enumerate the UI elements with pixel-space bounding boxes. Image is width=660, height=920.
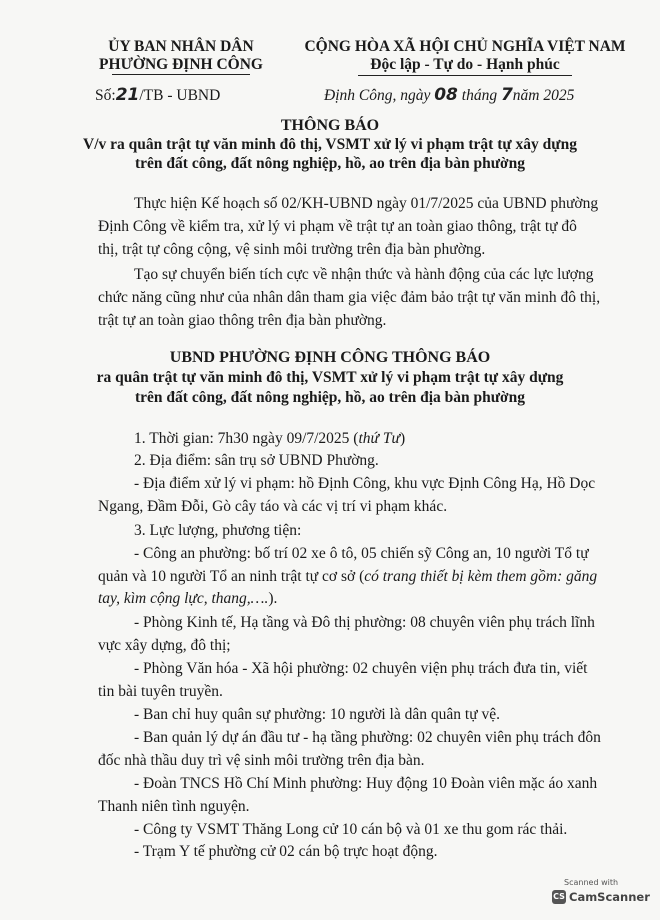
force-item-pmb: - Ban quản lý dự án đầu tư - hạ tầng phường: 02 chuyên viên phụ trách đôn [134,729,601,746]
force-item-military: - Ban chỉ huy quân sự phường: 10 người là dân quân tự vệ. [134,706,500,723]
intro-line: Tạo sự chuyển biến tích cực về nhận thức và hành động của các lực lượng [134,266,594,283]
date-month-handwritten: 7 [500,85,513,105]
motto-underline [358,75,572,76]
place-item: 2. Địa điểm: sân trụ sở UBND Phường. [134,452,379,469]
time-weekday: thứ Tư [358,430,400,447]
document-title: THÔNG BÁO [280,117,380,134]
national-title: CỘNG HÒA XÃ HỘI CHỦ NGHĨA VIỆT NAM [304,38,626,55]
date-year: năm 2025 [512,87,575,104]
force-item-police-cont [98,590,610,608]
date-day-handwritten: 08 [434,85,458,105]
site-line: - Địa điểm xử lý vi phạm: hồ Định Công, khu vực Định Công Hạ, Hồ Dọc [134,475,596,492]
section-heading: UBND PHƯỜNG ĐỊNH CÔNG THÔNG BÁO [169,349,491,366]
intro-line: chức năng cũng như của nhân dân tham gia việc đảm bảo trật tự văn minh đô thị, [98,289,601,306]
force-item-youth-cont: Thanh niên tình nguyện. [98,798,250,815]
intro-line: Thực hiện Kế hoạch số 02/KH-UBND ngày 01/7/2025 của UBND phường [134,195,599,212]
subject-line: trên đất công, đất nông nghiệp, hồ, ao trên địa bàn phường [135,155,525,172]
intro-line: thị, trật tự công cộng, vệ sinh môi trường trên địa bàn phường. [98,241,486,258]
police-equipment-cont: tay, kìm cộng lực, thang,…. [98,590,269,607]
force-item-police-cont [98,568,610,586]
watermark-caption: Scanned with [564,878,619,887]
force-item-culture-cont: tin bài tuyên truyền. [98,683,223,700]
document-number [95,85,220,105]
doc-number-handwritten: 21 [115,85,140,105]
force-item-police: - Công an phường: bố trí 02 xe ô tô, 05 chiến sỹ Công an, 10 người Tổ tự [134,545,589,562]
date-month-label: tháng [461,87,498,104]
force-item-economy: - Phòng Kinh tế, Hạ tầng và Đô thị phường: 08 chuyên viên phụ trách lĩnh [134,614,595,631]
subject-line: V/v ra quân trật tự văn minh đô thị, VSMT xử lý vi phạm trật tự xây dựng [83,136,577,153]
intro-line: Định Công về kiểm tra, xử lý vi phạm về trật tự an toàn giao thông, trật tự đô [98,218,577,235]
force-item-health: - Trạm Y tế phường cử 02 cán bộ trực hoạt động. [134,843,438,860]
force-item-pmb-cont: đốc nhà thầu duy trì vệ sinh môi trường trên địa bàn. [98,752,425,769]
section-subheading: trên đất công, đất nông nghiệp, hồ, ao trên địa bàn phường [135,389,525,406]
authority-underline [112,74,250,75]
force-item-economy-cont: vực xây dựng, đô thị; [98,637,231,654]
force-item-company: - Công ty VSMT Thăng Long cử 10 cán bộ và 01 xe thu gom rác thải. [134,821,568,838]
section-subheading: ra quân trật tự văn minh đô thị, VSMT xử lý vi phạm trật tự xây dựng [96,369,564,386]
time-close: ) [399,430,406,447]
issue-date [324,85,574,105]
time-text: 1. Thời gian: 7h30 ngày 09/7/2025 ( [134,430,359,447]
police-close: ). [268,590,278,607]
doc-number-prefix: Số: [95,87,116,104]
police-text: quản và 10 người Tổ an ninh trật tự cơ sở ( [98,568,365,585]
police-equipment: có trang thiết bị kèm them gồm: găng [364,568,598,585]
issuing-authority-name: PHƯỜNG ĐỊNH CÔNG [99,56,263,73]
force-item-youth: - Đoàn TNCS Hồ Chí Minh phường: Huy động 10 Đoàn viên mặc áo xanh [134,775,598,792]
doc-number-suffix: /TB - UBND [139,87,221,104]
forces-heading: 3. Lực lượng, phương tiện: [134,522,302,539]
camscanner-watermark [550,878,650,908]
intro-line: trật tự an toàn giao thông trên địa bàn phường. [98,312,387,329]
site-line: Ngang, Đầm Đỗi, Gò cây táo và các vị trí vi phạm khác. [98,498,448,515]
watermark-app-name: CamScanner [569,890,650,904]
national-motto: Độc lập - Tự do - Hạnh phúc [370,56,560,73]
camscanner-logo-icon: CS [552,890,566,904]
time-item [134,430,646,448]
force-item-culture: - Phòng Văn hóa - Xã hội phường: 02 chuyên viện phụ trách đưa tin, viết [134,660,588,677]
date-prefix: Định Công, ngày [324,87,431,104]
issuing-authority-parent: ỦY BAN NHÂN DÂN [108,38,254,55]
